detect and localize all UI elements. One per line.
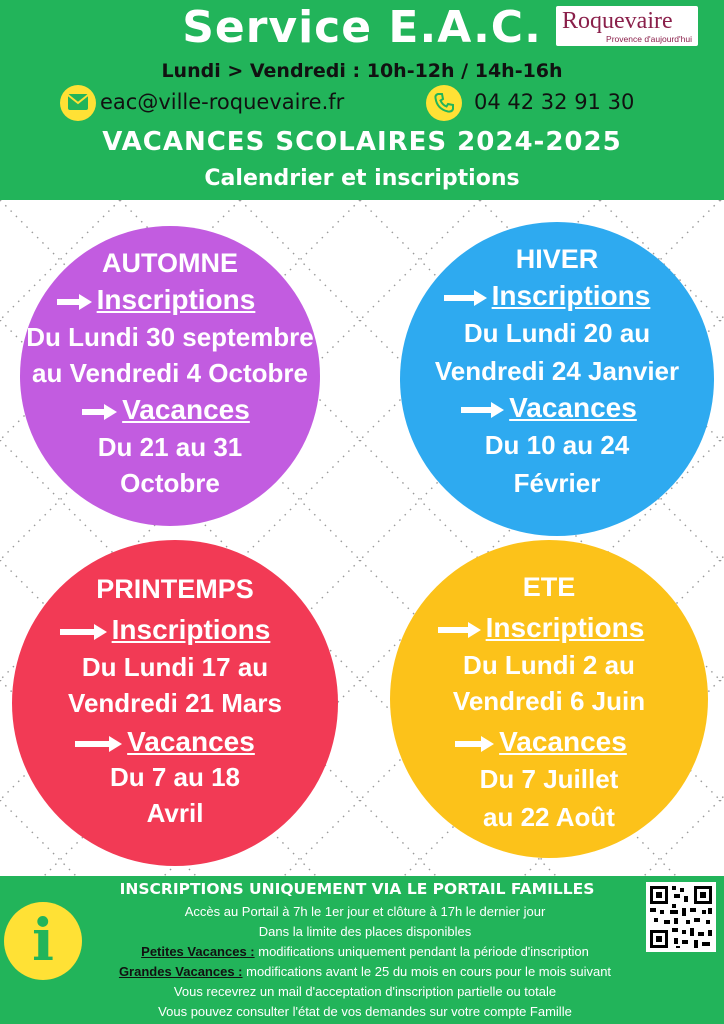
calendar-subheading: Calendrier et inscriptions [204, 166, 520, 191]
roquevaire-logo [556, 6, 698, 46]
arrow-right-icon [82, 403, 118, 421]
inscriptions-dates-line2: Vendredi 6 Juin [452, 686, 646, 716]
winter-circle [400, 222, 714, 536]
arrow-right-icon [75, 735, 123, 753]
spring-inscriptions-link[interactable] [2, 614, 328, 646]
vacances-dates-line2: Février [513, 468, 601, 498]
arrow-right-icon [455, 735, 495, 753]
summer-vacances-link[interactable] [382, 726, 700, 758]
season-name: PRINTEMPS [96, 574, 254, 604]
grandes-vacances-rule [80, 964, 650, 979]
vacances-label: Vacances [509, 392, 637, 423]
vacances-dates-line2: Avril [146, 798, 204, 828]
acceptance-mail-text: Vous recevrez un mail d'acceptation d'inscription partielle ou totale [173, 984, 557, 999]
inscriptions-label: Inscriptions [111, 614, 271, 645]
inscriptions-label: Inscriptions [96, 284, 256, 315]
info-icon [4, 902, 82, 980]
inscriptions-dates-line1: Du Lundi 17 au [81, 652, 269, 682]
opening-hours: Lundi > Vendredi : 10h-12h / 14h-16h [161, 60, 563, 82]
vacances-label: Vacances [499, 726, 627, 757]
logo-name: Roquevaire [562, 8, 673, 34]
arrow-right-icon [60, 623, 108, 641]
qr-code[interactable] [646, 882, 716, 952]
header-banner [0, 0, 724, 200]
envelope-icon [60, 85, 96, 121]
petites-vacances-label: Petites Vacances : [141, 944, 255, 959]
grandes-vacances-label: Grandes Vacances : [118, 964, 243, 979]
info-glyph: i [31, 906, 55, 974]
winter-vacances-link[interactable] [392, 392, 706, 424]
inscriptions-dates-line1: Du Lundi 30 septembre [26, 322, 314, 352]
arrow-right-icon [438, 621, 482, 639]
school-holidays-heading: VACANCES SCOLAIRES 2024-2025 [102, 127, 622, 157]
vacances-label: Vacances [122, 394, 250, 425]
autumn-circle [20, 226, 320, 526]
email-link[interactable]: eac@ville-roquevaire.fr [100, 90, 345, 114]
vacances-dates-line2: Octobre [120, 468, 220, 498]
page-title: Service E.A.C. [182, 2, 542, 53]
vacances-dates-line1: Du 7 au 18 [109, 762, 241, 792]
autumn-vacances-link[interactable] [16, 394, 316, 426]
arrow-right-icon [57, 293, 93, 311]
footer-banner [0, 876, 724, 1024]
summer-circle [390, 540, 708, 858]
portal-only-heading: INSCRIPTIONS UNIQUEMENT VIA LE PORTAIL FAMILLES [119, 880, 595, 898]
season-name: ETE [522, 572, 576, 602]
arrow-right-icon [444, 289, 488, 307]
autumn-inscriptions-link[interactable] [6, 284, 306, 316]
inscriptions-dates-line1: Du Lundi 2 au [463, 650, 635, 680]
season-name: HIVER [515, 244, 599, 274]
spring-circle [12, 540, 338, 866]
inscriptions-label: Inscriptions [491, 280, 651, 311]
portal-hours-text: Accès au Portail à 7h le 1er jour et clôture à 17h le dernier jour [184, 904, 546, 919]
inscriptions-label: Inscriptions [485, 612, 645, 643]
vacances-label: Vacances [127, 726, 255, 757]
inscriptions-dates-line2: Vendredi 24 Janvier [434, 356, 680, 386]
vacances-dates-line1: Du 21 au 31 [97, 432, 243, 462]
availability-text: Dans la limite des places disponibles [258, 924, 472, 939]
vacances-dates-line1: Du 7 Juillet [479, 764, 619, 794]
season-name: AUTOMNE [101, 248, 238, 278]
grandes-vacances-text: modifications avant le 25 du mois en cours pour le mois suivant [242, 964, 612, 979]
vacances-dates-line2: au 22 Août [483, 802, 615, 832]
spring-vacances-link[interactable] [2, 726, 328, 758]
phone-icon [426, 85, 462, 121]
account-status-text: Vous pouvez consulter l'état de vos demandes sur votre compte Famille [158, 1004, 572, 1019]
petites-vacances-text: modifications uniquement pendant la période d'inscription [254, 944, 589, 959]
logo-tagline: Provence d'aujourd'hui [606, 34, 692, 44]
petites-vacances-rule [80, 944, 650, 959]
inscriptions-dates-line2: au Vendredi 4 Octobre [32, 358, 308, 388]
winter-inscriptions-link[interactable] [390, 280, 704, 312]
arrow-right-icon [461, 401, 505, 419]
vacances-dates-line1: Du 10 au 24 [484, 430, 630, 460]
inscriptions-dates-line2: Vendredi 21 Mars [68, 688, 282, 718]
summer-inscriptions-link[interactable] [382, 612, 700, 644]
phone-number-link[interactable]: 04 42 32 91 30 [474, 90, 635, 114]
inscriptions-dates-line1: Du Lundi 20 au [463, 318, 651, 348]
